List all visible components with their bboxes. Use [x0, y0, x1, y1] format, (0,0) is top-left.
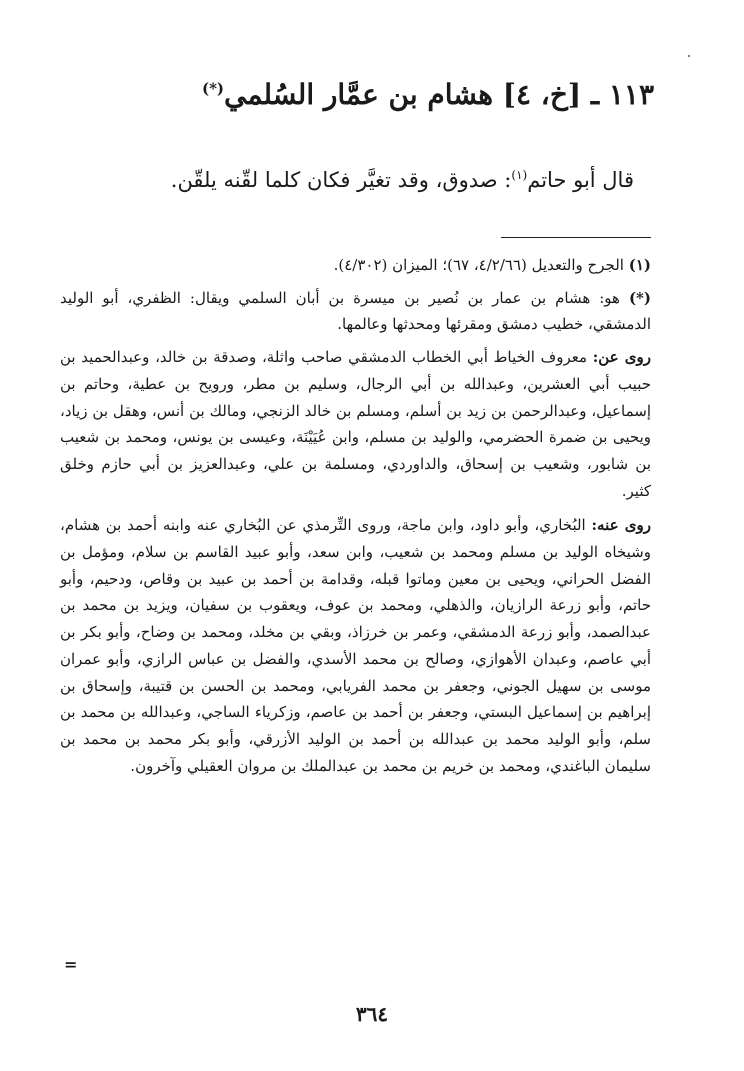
narrated-by-text: البُخاري، وأبو داود، وابن ماجة، وروى التِّرمذي عن البُخاري عنه وابنه أحمد بن هشام، وشيخاه الوليد بن مسلم ومحمد بن شعيب، وابن سعد، وأبو عبيد القاسم بن سلام، ومؤمل بن الفضل الحراني، ويحيى بن معين وماتوا قبله، وقدامة بن أحمد بن عبيد بن وقاص، ودحيم، وأبو حاتم، وأبو زرعة الرازيان، والذهلي، ومحمد بن عوف، ويعقوب بن سفيان، ويزيد بن محمد بن عبدالصمد، وأبو زرعة الدمشقي، وعمر بن خرزاذ، وبقي بن مخلد، ومحمد بن وضاح، وأبو بكر بن أبي عاصم، وعبدان الأهوازي، وصالح بن محمد الأسدي، والفضل بن عباس الرازي، وأبو عمران موسى بن سهيل الجوني، وجعفر بن محمد الفريابي، ومحمد بن الحسن بن قتيبة، وإسحاق بن إبراهيم بن إسماعيل البستي، وجعفر بن أحمد بن عاصم، وزكرياء الساجي، وعبدالله بن محمد بن سلم، وأبو الوليد محمد بن عبدالله بن أحمد بن الوليد الأزرقي، وأبو بكر محمد بن محمد بن سليمان الباغندي، ومحمد بن خريم بن محمد بن عبدالملك بن مروان العقيلي وآخرون.: [60, 516, 651, 775]
narrator-name: هشام بن عمَّار السُلمي: [224, 78, 494, 111]
footnotes-area: [60, 252, 651, 787]
narrated-by-block: [60, 512, 651, 779]
footnote-1: [60, 252, 651, 279]
entry-number: ١١٣: [608, 78, 654, 111]
main-statement: [60, 168, 634, 192]
footnote-star: [60, 285, 651, 338]
continuation-mark: =: [64, 955, 78, 974]
statement-text: : صدوق، وقد تغيَّر فكان كلما لقّنه يلقّن.: [170, 168, 512, 192]
footnote-star-text: هو: هشام بن عمار بن نُصير بن ميسرة بن أبان السلمي ويقال: الظفري، أبو الوليد الدمشقي، خطيب دمشق ومقرئها ومحدثها وعالمها.: [60, 288, 651, 334]
entry-heading: [60, 78, 654, 111]
narrated-from-label: روى عن:: [592, 348, 651, 367]
footnote-1-text: الجرح والتعديل (٤/٢/٦٦، ٦٧)؛ الميزان (٤/٣٠٢).: [333, 256, 624, 274]
page-number: ٣٦٤: [355, 1002, 389, 1026]
scan-speck: [688, 55, 690, 57]
entry-star-ref: (*): [201, 79, 225, 98]
entry-tag: [خ، ٤]: [502, 78, 582, 111]
footnote-separator: [501, 237, 651, 238]
statement-footnote-ref: (١): [511, 168, 528, 182]
statement-speaker: قال أبو حاتم: [527, 168, 634, 192]
narrated-from-block: [60, 344, 651, 504]
footnote-star-marker: (*): [628, 288, 651, 307]
narrated-by-label: روى عنه:: [591, 516, 651, 535]
entry-dash: ـ: [590, 78, 600, 111]
footnote-1-marker: (١): [628, 256, 651, 274]
narrated-from-text: معروف الخياط أبي الخطاب الدمشقي صاحب واثلة، وصدقة بن خالد، وعبدالحميد بن حبيب أبي العشرين، وعبدالله بن أبي الرجال، وسليم بن مطر، ورويح بن عطية، وحاتم بن إسماعيل، وعبدالرحمن بن زيد بن أسلم، ومسلم بن خالد الزنجي، ومالك بن أنس، وهقل بن زياد، ويحيى بن ضمرة الحضرمي، والوليد بن مسلم، وابن عُيَيْنَة، وعيسى بن يونس، ومحمد بن شعيب بن شابور، وشعيب بن إسحاق، والداوردي، ومسلمة بن علي، وعبدالعزيز بن أبي حازم وخلق كثير.: [60, 348, 651, 500]
